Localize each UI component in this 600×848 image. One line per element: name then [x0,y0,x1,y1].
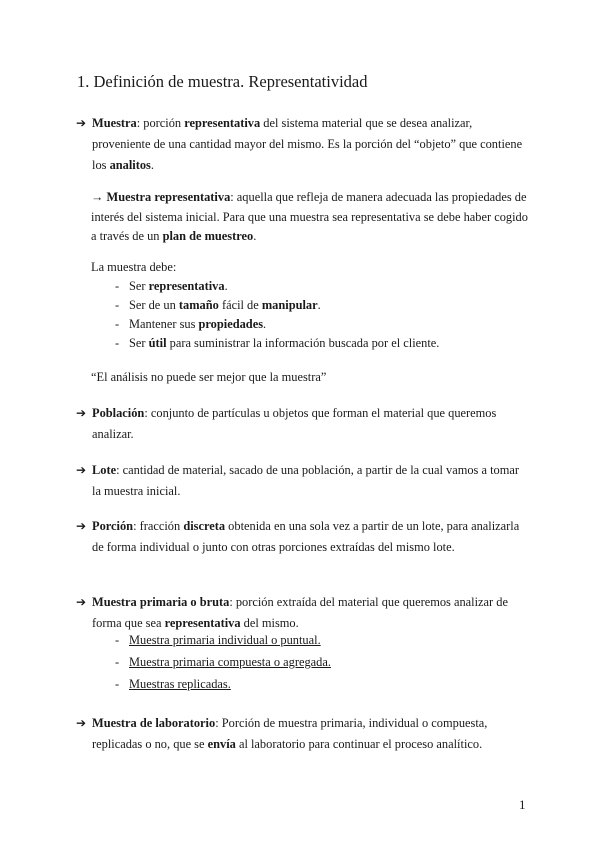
list-item: - Mantener sus propiedades. [91,315,531,334]
page-number: 1 [519,797,526,812]
right-arrow-icon: → [91,190,104,204]
requirements-list [91,277,531,353]
arrow-bullet-icon: ➔ [76,116,87,130]
arrow-bullet-icon: ➔ [76,463,87,477]
list-item: - Muestra primaria individual o puntual. [91,629,531,651]
list-item: - Muestras replicadas. [91,673,531,695]
section-title: 1. Definición de muestra. Representatividad [77,72,368,91]
definition-muestra-laboratorio: ➔ Muestra de laboratorio: Porción de muestra primaria, individual o compuesta, replicadas o no, que se envía al laboratorio para continuar el proceso analítico. [76,713,526,755]
definition-muestra-primaria: ➔ Muestra primaria o bruta: porción extraída del material que queremos analizar de forma que sea representativa del mismo. [76,592,526,634]
quote: “El análisis no puede ser mejor que la muestra” [91,370,327,384]
definition-muestra-representativa: → Muestra representativa: aquella que refleja de manera adecuada las propiedades de interés del sistema inicial. Para que una muestra sea representativa se debe haber cogido a través de un plan de muestreo. [91,190,528,243]
list-item: - Ser representativa. [91,277,531,296]
definition-poblacion: ➔ Población: conjunto de partículas u objetos que forman el material que queremos analizar. [76,403,526,445]
requirements-block [91,258,531,353]
definition-porcion: ➔ Porción: fracción discreta obtenida en una sola vez a partir de un lote, para analizarla de forma individual o junto con otras porciones extraídas del mismo lote. [76,516,526,558]
arrow-bullet-icon: ➔ [76,716,87,730]
list-item: - Muestra primaria compuesta o agregada. [91,651,531,673]
arrow-bullet-icon: ➔ [76,595,87,609]
definition-muestra [76,113,526,176]
arrow-bullet-icon: ➔ [76,519,87,533]
requirements-intro: La muestra debe: [91,260,177,274]
list-item: - Ser de un tamaño fácil de manipular. [91,296,531,315]
definition-text: Muestra: porción representativa del sistema material que se desea analizar, proveniente de una cantidad mayor del mismo. Es la porción del “objeto” que contiene los analitos. [92,116,523,172]
primaria-types [91,629,531,695]
definition-lote: ➔ Lote: cantidad de material, sacado de una población, a partir de la cual vamos a tomar la muestra inicial. [76,460,526,502]
list-item: - Ser útil para suministrar la información buscada por el cliente. [91,334,531,353]
arrow-bullet-icon: ➔ [76,406,87,420]
